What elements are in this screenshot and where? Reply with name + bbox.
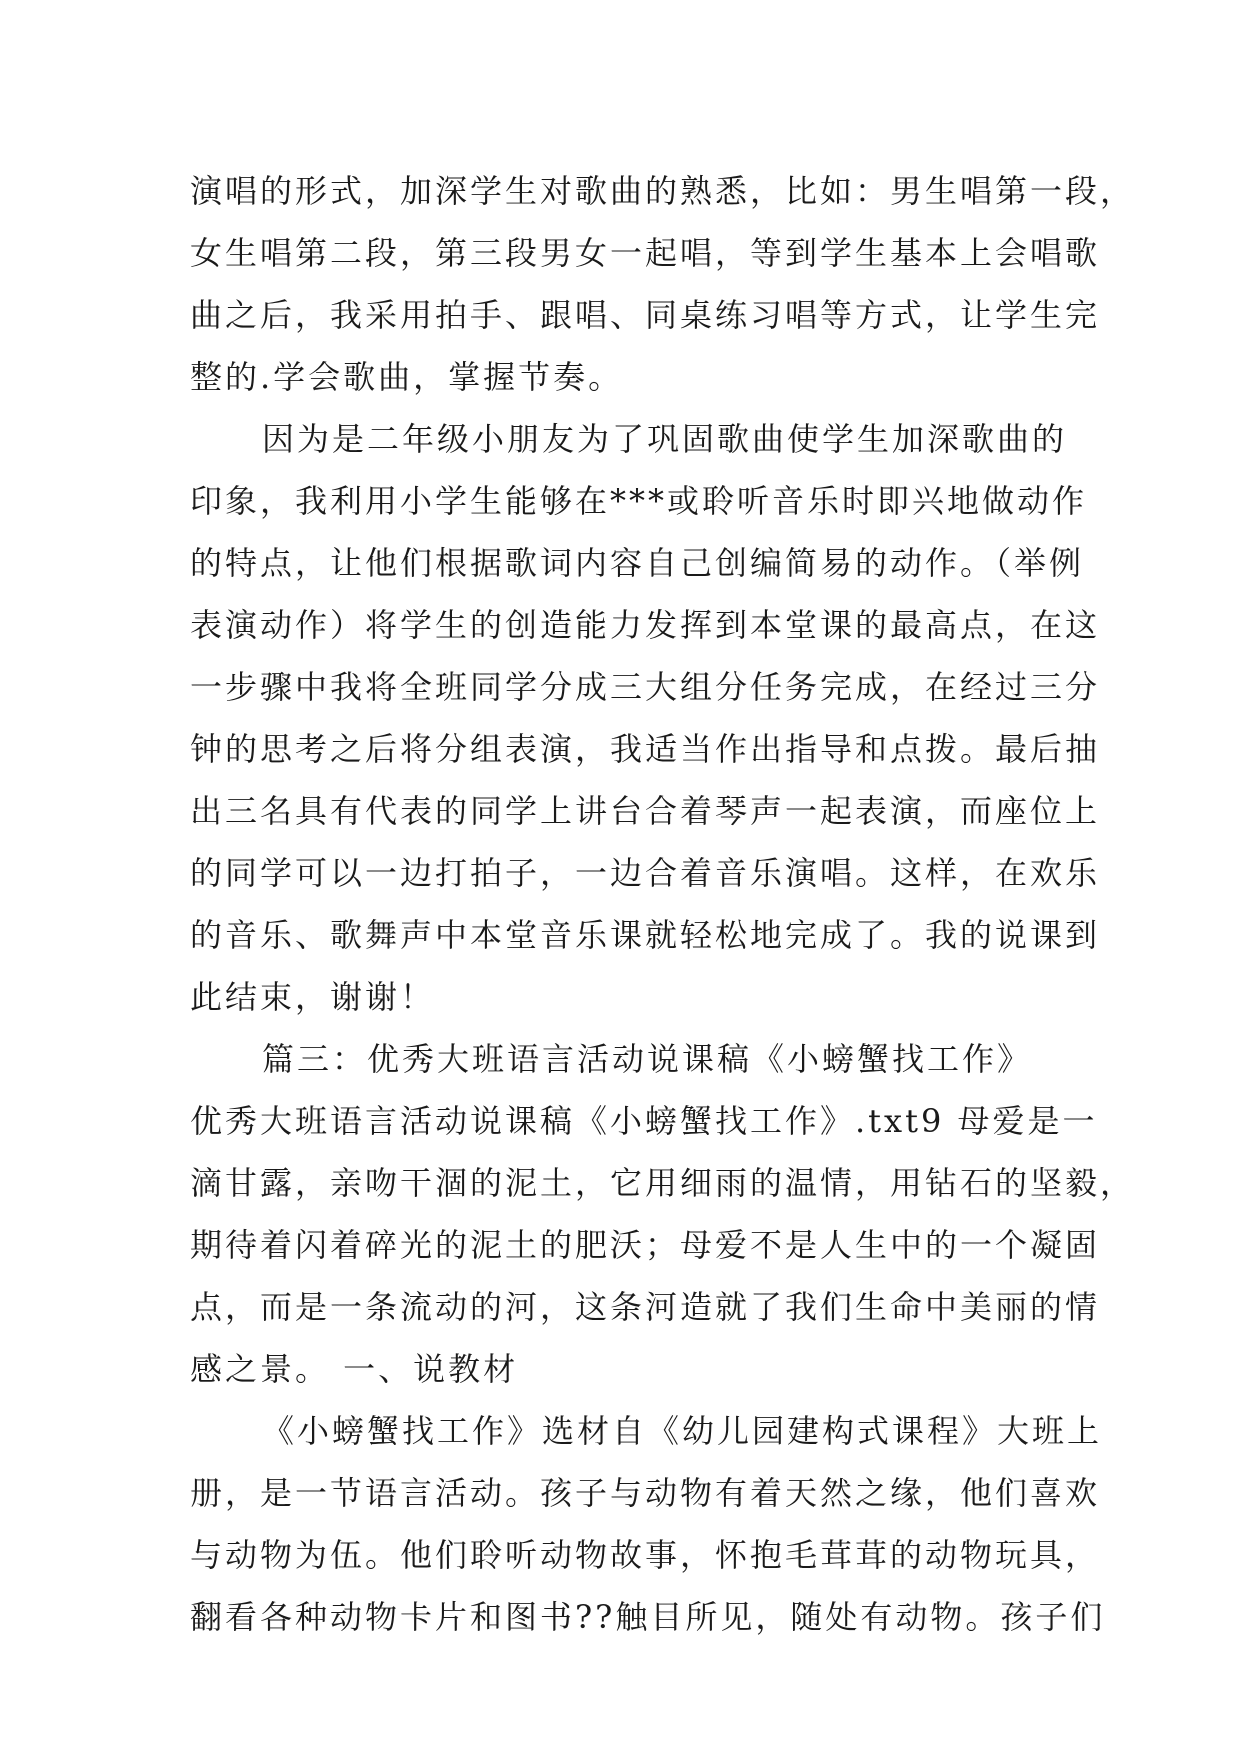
text-line: 印象，我利用小学生能够在***或聆听音乐时即兴地做动作	[190, 482, 1088, 520]
text-line: 册，是一节语言活动。孩子与动物有着天然之缘，他们喜欢	[190, 1474, 1101, 1512]
text-line: 的同学可以一边打拍子，一边合着音乐演唱。这样，在欢乐	[190, 854, 1101, 892]
text-line: 点，而是一条流动的河，这条河造就了我们生命中美丽的情	[190, 1288, 1101, 1326]
text-line: 此结束，谢谢！	[190, 978, 436, 1016]
text-line: 演唱的形式，加深学生对歌曲的熟悉，比如：男生唱第一段，	[190, 172, 1136, 210]
text-line: 滴甘露，亲吻干涸的泥土，它用细雨的温情，用钻石的坚毅，	[190, 1164, 1136, 1202]
text-line: 曲之后，我采用拍手、跟唱、同桌练习唱等方式，让学生完	[190, 296, 1101, 334]
text-line: 感之景。 一、说教材	[190, 1350, 519, 1388]
text-line: 优秀大班语言活动说课稿《小螃蟹找工作》.txt9 母爱是一	[190, 1102, 1098, 1140]
text-line: 与动物为伍。他们聆听动物故事，怀抱毛茸茸的动物玩具，	[190, 1536, 1101, 1574]
text-line: 女生唱第二段，第三段男女一起唱，等到学生基本上会唱歌	[190, 234, 1101, 272]
text-line: 期待着闪着碎光的泥土的肥沃；母爱不是人生中的一个凝固	[190, 1226, 1101, 1264]
text-line: 钟的思考之后将分组表演，我适当作出指导和点拨。最后抽	[190, 730, 1101, 768]
text-line: 篇三：优秀大班语言活动说课稿《小螃蟹找工作》	[262, 1040, 1033, 1078]
text-line: 整的.学会歌曲，掌握节奏。	[190, 358, 624, 396]
text-line: 出三名具有代表的同学上讲台合着琴声一起表演，而座位上	[190, 792, 1101, 830]
text-line: 的特点，让他们根据歌词内容自己创编简易的动作。（举例	[190, 544, 1085, 582]
document-body	[190, 160, 1136, 1648]
text-line: 表演动作）将学生的创造能力发挥到本堂课的最高点，在这	[190, 606, 1101, 644]
text-line: 的音乐、歌舞声中本堂音乐课就轻松地完成了。我的说课到	[190, 916, 1101, 954]
text-line: 因为是二年级小朋友为了巩固歌曲使学生加深歌曲的	[262, 420, 1068, 458]
text-line: 《小螃蟹找工作》选材自《幼儿园建构式课程》大班上	[262, 1412, 1103, 1450]
text-line: 一步骤中我将全班同学分成三大组分任务完成，在经过三分	[190, 668, 1101, 706]
text-line: 翻看各种动物卡片和图书??触目所见，随处有动物。孩子们	[190, 1598, 1106, 1636]
